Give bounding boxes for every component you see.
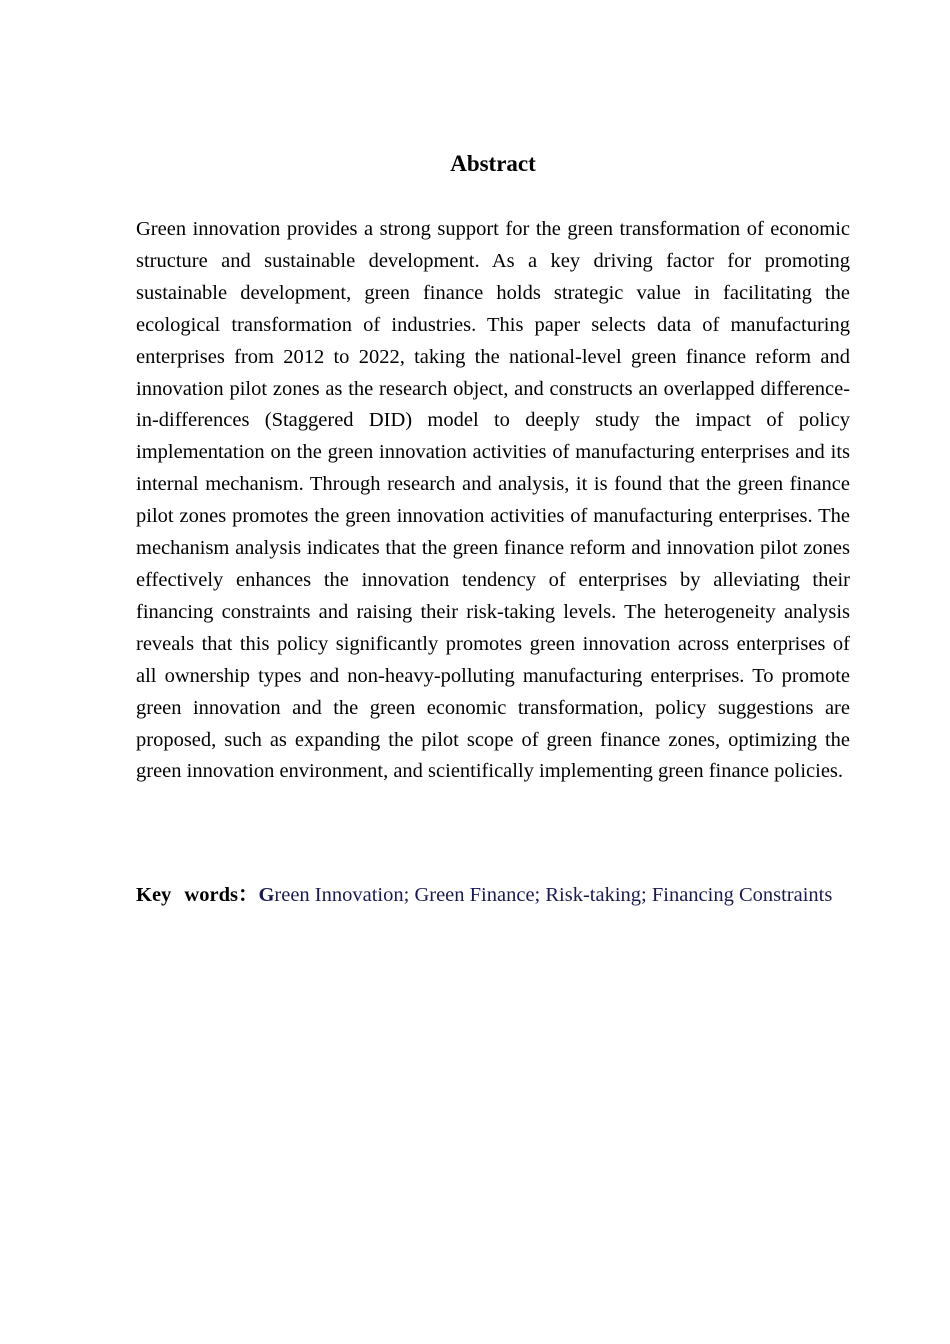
abstract-title: Abstract <box>450 151 536 176</box>
keywords-list: reen Innovation; Green Finance; Risk-taking; Financing Constraints <box>274 884 833 906</box>
keywords-first-letter: G <box>258 884 275 906</box>
keywords-label: Key words： <box>136 884 259 906</box>
keywords-line <box>136 882 850 908</box>
abstract-body: Green innovation provides a strong support for the green transformation of economic structure and sustainable development. As a key driving factor for promoting sustainable development, green finance holds strategic value in facilitating the ecological transformation of industries. This paper selects data of manufacturing enterprises from 2012 to 2022, taking the national-level green finance reform and innovation pilot zones as the research object, and constructs an overlapped difference-in-differences (Staggered DID) model to deeply study the impact of policy implementation on the green innovation activities of manufacturing enterprises and its internal mechanism. Through research and analysis, it is found that the green finance pilot zones promotes the green innovation activities of manufacturing enterprises. The mechanism analysis indicates that the green finance reform and innovation pilot zones effectively enhances the innovation tendency of enterprises by alleviating their financing constraints and raising their risk-taking levels. The heterogeneity analysis reveals that this policy significantly promotes green innovation across enterprises of all ownership types and non-heavy-polluting manufacturing enterprises. To promote green innovation and the green economic transformation, policy suggestions are proposed, such as expanding the pilot scope of green finance zones, optimizing the green innovation environment, and scientifically implementing green finance policies. <box>136 218 850 783</box>
